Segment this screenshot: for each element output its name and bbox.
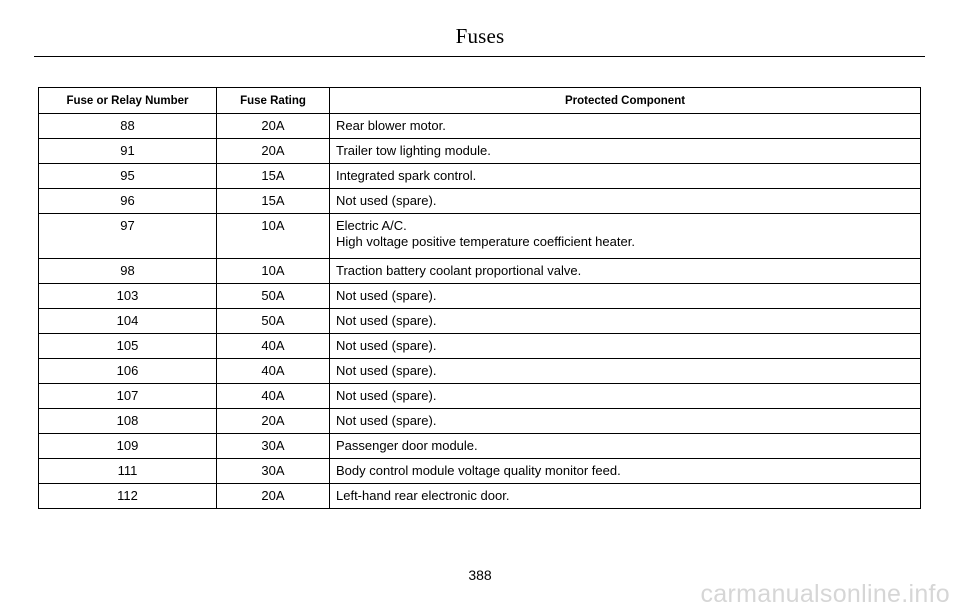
protected-component-cell: [330, 139, 921, 164]
component-line: Left-hand rear electronic door.: [336, 488, 510, 503]
fuse-rating-cell: 40A: [217, 334, 330, 359]
fuse-number-cell: 95: [39, 164, 217, 189]
fuse-rating-cell: 20A: [217, 139, 330, 164]
protected-component-cell: [330, 309, 921, 334]
fuse-number-cell: 105: [39, 334, 217, 359]
column-header-protected-component: Protected Component: [330, 88, 921, 114]
protected-component-cell: [330, 459, 921, 484]
protected-component-cell: [330, 434, 921, 459]
fuse-table: [38, 87, 921, 509]
component-line: Not used (spare).: [336, 388, 437, 403]
fuse-rating-cell: 10A: [217, 259, 330, 284]
fuse-rating-cell: 50A: [217, 284, 330, 309]
fuse-rating-cell: 15A: [217, 164, 330, 189]
fuse-number-cell: 112: [39, 484, 217, 509]
component-line: Traction battery coolant proportional valve.: [336, 263, 582, 278]
table-row: [39, 309, 921, 334]
protected-component-cell: [330, 359, 921, 384]
component-line: Not used (spare).: [336, 413, 437, 428]
protected-component-cell: [330, 409, 921, 434]
protected-component-cell: [330, 484, 921, 509]
table-header-row: [39, 88, 921, 114]
fuse-rating-cell: 30A: [217, 434, 330, 459]
fuse-rating-cell: 20A: [217, 114, 330, 139]
fuse-number-cell: 103: [39, 284, 217, 309]
fuse-number-cell: 109: [39, 434, 217, 459]
table-row: [39, 259, 921, 284]
page-title: Fuses: [455, 24, 505, 48]
protected-component-cell: [330, 384, 921, 409]
component-line: High voltage positive temperature coefficient heater.: [336, 234, 635, 249]
table-row: [39, 284, 921, 309]
fuse-rating-cell: 10A: [217, 214, 330, 259]
fuse-rating-cell: 15A: [217, 189, 330, 214]
component-line: Trailer tow lighting module.: [336, 143, 491, 158]
fuse-rating-cell: 20A: [217, 409, 330, 434]
table-row: [39, 434, 921, 459]
fuse-rating-cell: 30A: [217, 459, 330, 484]
fuse-rating-cell: 40A: [217, 384, 330, 409]
fuse-number-cell: 97: [39, 214, 217, 259]
table-row: [39, 164, 921, 189]
fuse-number-cell: 88: [39, 114, 217, 139]
fuse-number-cell: 104: [39, 309, 217, 334]
component-line: Not used (spare).: [336, 338, 437, 353]
table-row: [39, 484, 921, 509]
protected-component-cell: [330, 164, 921, 189]
component-line: Not used (spare).: [336, 193, 437, 208]
fuse-rating-cell: 20A: [217, 484, 330, 509]
column-header-fuse-rating: Fuse Rating: [217, 88, 330, 114]
protected-component-cell: [330, 284, 921, 309]
protected-component-cell: [330, 114, 921, 139]
fuse-number-cell: 108: [39, 409, 217, 434]
fuse-number-cell: 91: [39, 139, 217, 164]
table-row: [39, 189, 921, 214]
component-line: Rear blower motor.: [336, 118, 446, 133]
fuse-number-cell: 111: [39, 459, 217, 484]
component-line: Not used (spare).: [336, 313, 437, 328]
table-row: [39, 114, 921, 139]
fuse-number-cell: 98: [39, 259, 217, 284]
table-row: [39, 334, 921, 359]
page-number: 388: [468, 567, 492, 583]
fuse-table-body: [39, 114, 921, 509]
table-row: [39, 214, 921, 259]
fuse-number-cell: 106: [39, 359, 217, 384]
protected-component-cell: [330, 189, 921, 214]
component-line: Integrated spark control.: [336, 168, 477, 183]
component-line: Not used (spare).: [336, 363, 437, 378]
table-row: [39, 409, 921, 434]
fuse-number-cell: 96: [39, 189, 217, 214]
table-row: [39, 459, 921, 484]
component-line: Passenger door module.: [336, 438, 478, 453]
component-line: Electric A/C.: [336, 218, 407, 233]
table-row: [39, 139, 921, 164]
table-row: [39, 359, 921, 384]
protected-component-cell: [330, 214, 921, 259]
fuse-rating-cell: 50A: [217, 309, 330, 334]
header-divider: [34, 56, 925, 57]
protected-component-cell: [330, 334, 921, 359]
table-row: [39, 384, 921, 409]
fuse-number-cell: 107: [39, 384, 217, 409]
watermark: carmanualsonline.info: [700, 580, 950, 608]
component-line: Not used (spare).: [336, 288, 437, 303]
protected-component-cell: [330, 259, 921, 284]
column-header-fuse-number: Fuse or Relay Number: [39, 88, 217, 114]
component-line: Body control module voltage quality monitor feed.: [336, 463, 621, 478]
fuse-rating-cell: 40A: [217, 359, 330, 384]
